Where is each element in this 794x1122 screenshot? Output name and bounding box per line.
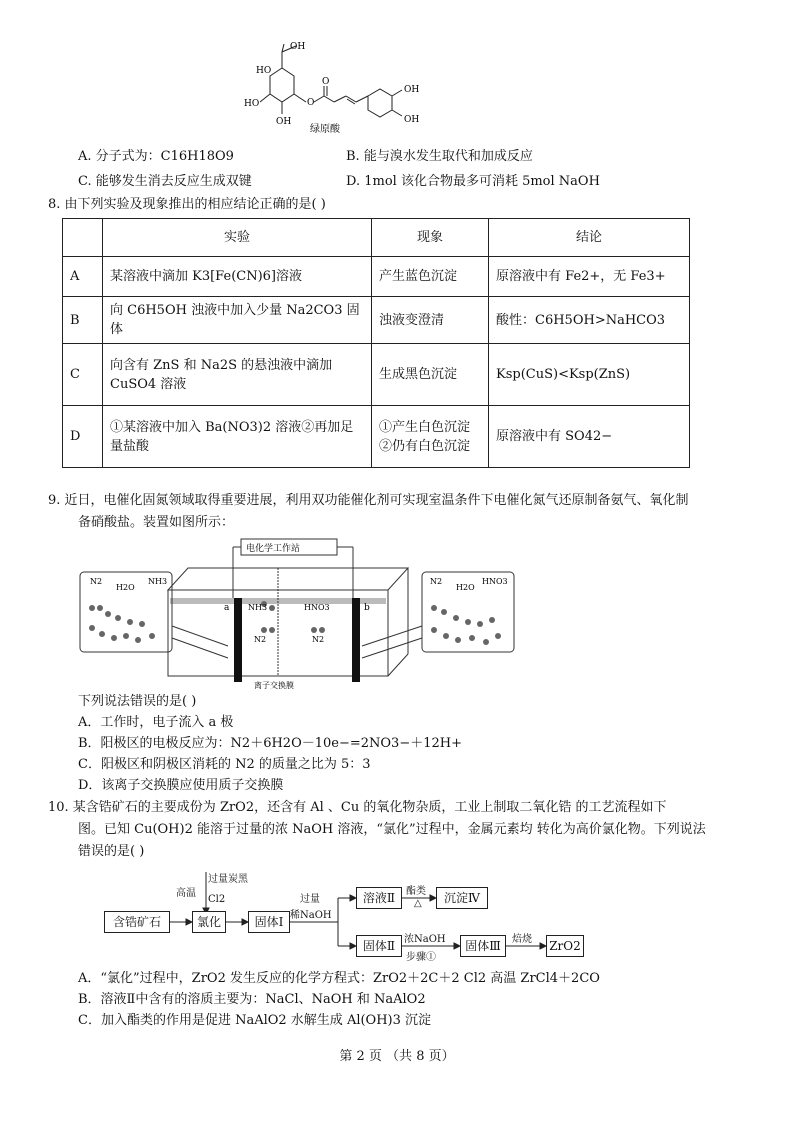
workstation-label: 电化学工作站 bbox=[246, 544, 301, 554]
row-key: D bbox=[63, 406, 103, 468]
q10-stem-line3: 错误的是( ) bbox=[78, 844, 145, 859]
row-phenomenon: 产生蓝色沉淀 bbox=[372, 257, 489, 297]
row-experiment: 向 C6H5OH 浊液中加入少量 Na2CO3 固体 bbox=[103, 297, 372, 344]
q9-question: 下列说法错误的是( ) bbox=[78, 694, 197, 709]
cond-ester: 酯类 bbox=[406, 886, 426, 897]
page-footer: 第 2 页 （共 8 页） bbox=[339, 1049, 455, 1064]
n2-left-label: N2 bbox=[90, 577, 103, 586]
electrode-a-label: a bbox=[224, 603, 230, 613]
oh-top-label: OH bbox=[290, 42, 306, 52]
row-experiment: 向含有 ZnS 和 Na2S 的悬浊液中滴加 CuSO4 溶液 bbox=[103, 344, 372, 406]
row-phenomenon bbox=[372, 406, 489, 468]
nh3-left-label: NH3 bbox=[148, 577, 168, 586]
q7-option-b[interactable]: B. 能与溴水发生取代和加成反应 bbox=[346, 149, 533, 164]
q9-option-d[interactable]: D．该离子交换膜应使用质子交换膜 bbox=[78, 778, 284, 793]
flow-ore: 含锆矿石 bbox=[104, 911, 170, 933]
q7-option-c[interactable]: C. 能够发生消去反应生成双键 bbox=[78, 174, 252, 189]
row-experiment: 某溶液中滴加 K3[Fe(CN)6]溶液 bbox=[103, 257, 372, 297]
flow-product: ZrO2 bbox=[546, 935, 584, 957]
q7-option-d[interactable]: D. 1mol 该化合物最多可消耗 5mol NaOH bbox=[346, 174, 600, 189]
ho-left-label: HO bbox=[256, 66, 272, 76]
row-conclusion: Ksp(CuS)<Ksp(ZnS) bbox=[489, 344, 690, 406]
q8-stem: 8. 由下列实验及现象推出的相应结论正确的是( ) bbox=[48, 197, 326, 212]
row-conclusion: 原溶液中有 SO42− bbox=[489, 406, 690, 468]
header-experiment: 实验 bbox=[103, 219, 372, 257]
q9-option-b[interactable]: B．阳极区的电极反应为：N2＋6H2O－10e−=2NO3−＋12H+ bbox=[78, 736, 462, 751]
header-conclusion: 结论 bbox=[489, 219, 690, 257]
cond-step: 步骤① bbox=[406, 952, 436, 963]
q10-stem-line2: 图。已知 Cu(OH)2 能溶于过量的浓 NaOH 溶液，“氯化”过程中，金属元素均 转化为高价氯化物。下列说法 bbox=[78, 822, 706, 837]
row-key: C bbox=[63, 344, 103, 406]
electrolysis-apparatus-diagram bbox=[78, 538, 518, 690]
electrode-b-label: b bbox=[364, 603, 370, 613]
flow-solid2: 固体Ⅱ bbox=[356, 935, 402, 957]
row-conclusion: 酸性：C6H5OH>NaHCO3 bbox=[489, 297, 690, 344]
cond-temp: 高温 bbox=[176, 888, 196, 899]
flow-solution2: 溶液Ⅱ bbox=[356, 887, 402, 909]
cond-conc-naoh: 浓NaOH bbox=[404, 934, 446, 945]
table-row bbox=[63, 344, 690, 406]
flow-chlorinate: 氯化 bbox=[192, 911, 226, 933]
table-row bbox=[63, 257, 690, 297]
row-phenomenon: 生成黑色沉淀 bbox=[372, 344, 489, 406]
cond-cl2: Cl2 bbox=[208, 894, 226, 905]
o-carbonyl-label: O bbox=[322, 77, 330, 87]
phenomenon-1: ①产生白色沉淀 bbox=[379, 419, 471, 435]
row-experiment: ①某溶液中加入 Ba(NO3)2 溶液②再加足量盐酸 bbox=[103, 406, 372, 468]
table-row bbox=[63, 297, 690, 344]
o-ester-label: O bbox=[307, 98, 315, 108]
oh-right1-label: OH bbox=[404, 85, 420, 95]
row-phenomenon: 浊液变澄清 bbox=[372, 297, 489, 344]
flow-solid1: 固体Ⅰ bbox=[248, 911, 290, 933]
q9-option-c[interactable]: C．阳极区和阴极区消耗的 N2 的质量之比为 5：3 bbox=[78, 757, 371, 772]
nh3-tank-label: NH3 bbox=[248, 603, 268, 612]
q9-stem-line2: 备硝酸盐。装置如图所示： bbox=[78, 515, 235, 530]
h2o-left-label: H2O bbox=[116, 583, 135, 592]
oh-bottom-label: OH bbox=[276, 117, 292, 127]
q10-option-b[interactable]: B．溶液Ⅱ中含有的溶质主要为：NaCl、NaOH 和 NaAlO2 bbox=[78, 992, 426, 1007]
hno3-right-label: HNO3 bbox=[482, 577, 508, 586]
chlorogenic-acid-structure bbox=[230, 40, 450, 140]
h2o-right-label: H2O bbox=[456, 583, 475, 592]
n2-tank-right: N2 bbox=[312, 635, 325, 644]
table-row bbox=[63, 406, 690, 468]
oh-right2-label: OH bbox=[404, 115, 420, 125]
compound-name: 绿原酸 bbox=[310, 124, 340, 135]
row-key: A bbox=[63, 257, 103, 297]
cond-naoh-1: 过量 bbox=[300, 894, 320, 905]
row-conclusion: 原溶液中有 Fe2+，无 Fe3+ bbox=[489, 257, 690, 297]
flow-solid3: 固体Ⅲ bbox=[460, 935, 506, 957]
cond-calcine: 焙烧 bbox=[512, 934, 532, 945]
q7-option-a[interactable]: A. 分子式为：C16H18O9 bbox=[78, 149, 234, 164]
header-phenomenon: 现象 bbox=[372, 219, 489, 257]
q10-option-a[interactable]: A．“氯化”过程中，ZrO2 发生反应的化学方程式：ZrO2＋2C＋2 Cl2 高温 ZrCl4＋2CO bbox=[78, 971, 600, 986]
row-key: B bbox=[63, 297, 103, 344]
n2-right-label: N2 bbox=[430, 577, 443, 586]
flow-precipitate4: 沉淀Ⅳ bbox=[436, 887, 488, 909]
cond-heat: △ bbox=[414, 898, 422, 909]
membrane-label: 离子交换膜 bbox=[254, 681, 294, 690]
q10-option-c[interactable]: C．加入酯类的作用是促进 NaAlO2 水解生成 Al(OH)3 沉淀 bbox=[78, 1013, 432, 1028]
q9-option-a[interactable]: A．工作时，电子流入 a 极 bbox=[78, 715, 234, 730]
q8-table bbox=[62, 218, 690, 468]
ho-bottom-left-label: HO bbox=[244, 99, 260, 109]
cond-naoh-2: 稀NaOH bbox=[290, 910, 332, 921]
phenomenon-2: ②仍有白色沉淀 bbox=[379, 438, 471, 454]
q10-stem-line1: 10. 某含锆矿石的主要成份为 ZrO2，还含有 Al 、Cu 的氧化物杂质，工业上制取二氧化锆 的工艺流程如下 bbox=[48, 800, 667, 815]
cond-carbon: 过量炭黑 bbox=[208, 874, 248, 885]
hno3-tank-label: HNO3 bbox=[304, 603, 330, 612]
n2-tank-left: N2 bbox=[254, 635, 267, 644]
q9-stem-line1: 9. 近日，电催化固氮领域取得重要进展，利用双功能催化剂可实现室温条件下电催化氮气还原制备氨气、氧化制 bbox=[48, 493, 689, 508]
